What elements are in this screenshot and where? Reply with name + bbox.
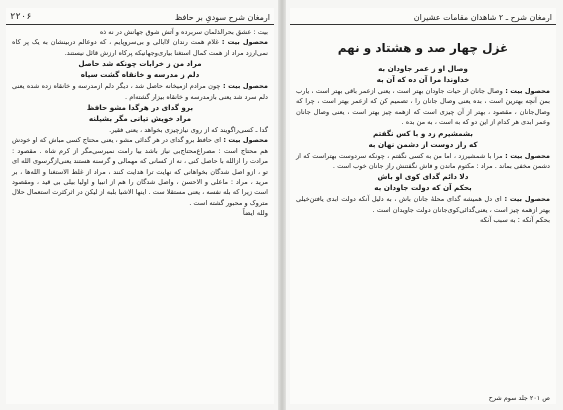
verse-line: مراد من ز خرابات چونکه شد حاصل: [78, 59, 202, 69]
verse-line: خداوندا مرا آن ده که آن به: [376, 75, 470, 84]
verse-line: دلا دائم گدای کوی او باش: [377, 172, 469, 182]
commentary-text: ای حافظ برو گدای در هر گدائی مشو ، یعنی محتاج کسی مباش که او خودش هم محتاج است : مصراع‌محتاج‌بی نیاز باشد بیا رامت نمیرسی‌مگر از کرم شاه . مقصود : مرادت را ازالله با حاصل کنی ، نه از کسانی که مهمالی و گرسنه هستند یعنی‌ازگرسوی الله ای تو ، ازو اصل شدگان بخواهانی که نهایت ترا هدایت کنند ، مراد از غلط الاستغنا و الله‌ها ، بر مرید ، مراد : ماعلی و الاحسن ، واصل شدگان را هم از انبیا و اولیا بیلی بی قید ، ومقصود است زیرا که بله نفسه ، یعنی مستقلا ست . اینها الاشیا بلبه از لیکن در اثرکثرت استعمال حلال متروک و محبور گشته است .: [12, 136, 268, 207]
closing-note: ولله ایضاً: [242, 209, 268, 218]
verse-line: دلم ز مدرسه و خانقاه گشت سیاه: [80, 70, 200, 80]
commentary-text: وصال جانان از حیات جاودان بهتر است ، یعنی ازعمر باقی بهتر است ، یارب بمن آنچه بهترین است ، بده یعنی وصال جانان را ، تصمیم کن که ازعمر بهتر است ، چرا که وصال‌جانان ، مقصود ، بهتر از آن چیزی است که ازهمه چیز بهتر است ، یعنی وصال جانان وعمر ابدی هر کدام از این دو که به است ، به من بده .: [296, 87, 550, 127]
commentary-label: محصول بیت :: [502, 151, 550, 160]
running-title: ارمغان شرح ـ ۲ شاهدان مقامات عشیران: [413, 13, 552, 22]
left-page-body: [6, 25, 274, 218]
verse-line: بحکم آن که دولت جاودان به: [374, 183, 472, 193]
commentary-paragraph: [12, 27, 268, 37]
verse-line: که راز دوست از دشمن نهان به: [368, 139, 478, 149]
verse-line: مراد خویش تیانی مگر بشیلنه: [88, 114, 192, 124]
commentary-paragraph: [296, 86, 550, 128]
commentary-paragraph: [12, 125, 268, 135]
footer-reference: ص ۲۰۱ جلد سوم شرح: [488, 394, 550, 402]
commentary-paragraph: [12, 37, 268, 58]
commentary-text: گدا ـ کسی‌راگویند که از روی نیازچیزی بخواهد ، یعنی فقیر.: [109, 126, 268, 135]
right-page: [290, 8, 556, 404]
closing-note: بحکم آنکه : به سبب آنکه: [480, 216, 550, 225]
book-gutter: [278, 0, 286, 410]
right-page-header: [290, 8, 556, 25]
verse-line: وصال او ز عمر جاودان به: [378, 64, 468, 73]
commentary-label: محصول بیت :: [501, 195, 551, 204]
commentary-label: محصول بیت :: [220, 82, 269, 91]
commentary-paragraph: [12, 81, 268, 102]
ghazal-title: غزل چهار صد و هشتاد و نهم: [337, 41, 509, 55]
commentary-text: غلام همت رندان لاابالی و بی‌سروپایم ، که دوعالم دربینشان به یک پر کاه نمی‌ارزد مراد از همت کمال استغنا بیاری‌وجهانیکه پرکاه ارزش قائل نیستند.: [12, 38, 268, 57]
commentary-text: ای دل همیشه گدای محلهٔ جانان باش ، به دلیل آنکه دولت ابدی یافتن‌خیلی بهتر ازهمه چیز است ، یعنی‌گدائی‌کوی‌جانان دولت جاویدان است .: [296, 195, 550, 214]
page-number: ۲۲۰۶: [10, 12, 32, 22]
commentary-label: محصول بیت :: [221, 136, 269, 145]
commentary-text: مرا با شمشیرزد ، اما من به کسی نگفتم ، چونکه سردوست بهتراست که از دشمن مخفی بماند . مراد : مکتوم ماندن و فاش نگفتنش راز جانان خوب است .: [296, 151, 550, 171]
commentary-text: بیت : عشق بحرالذلمان سربرده و آتش شوق جهانش در نه ذه: [99, 28, 268, 36]
left-page: [6, 8, 274, 404]
commentary-label: محصول بیت :: [502, 87, 551, 95]
commentary-label: محصول بیت :: [218, 38, 269, 47]
commentary-paragraph: [296, 194, 550, 215]
right-page-body: [290, 61, 556, 225]
verse-line: بشمشیرم زد و با کس نگفتم: [373, 128, 473, 138]
running-title: ارمغان شرح سودیِ بر حافظ: [174, 13, 270, 22]
commentary-text: چون مرادم ازمیخانه حاصل شد ، دیگر دلم ازمدرسه و خانقاه زده شده یعنی دلم سرد شد یعنی بازمدرسه و خانقاه بیزار گشته‌ام .: [12, 82, 268, 101]
commentary-paragraph: [12, 135, 268, 208]
commentary-paragraph: [296, 151, 550, 172]
verse-line: برو گدای در هرگدا مشو حافظ: [86, 103, 194, 113]
left-page-header: [6, 8, 274, 25]
